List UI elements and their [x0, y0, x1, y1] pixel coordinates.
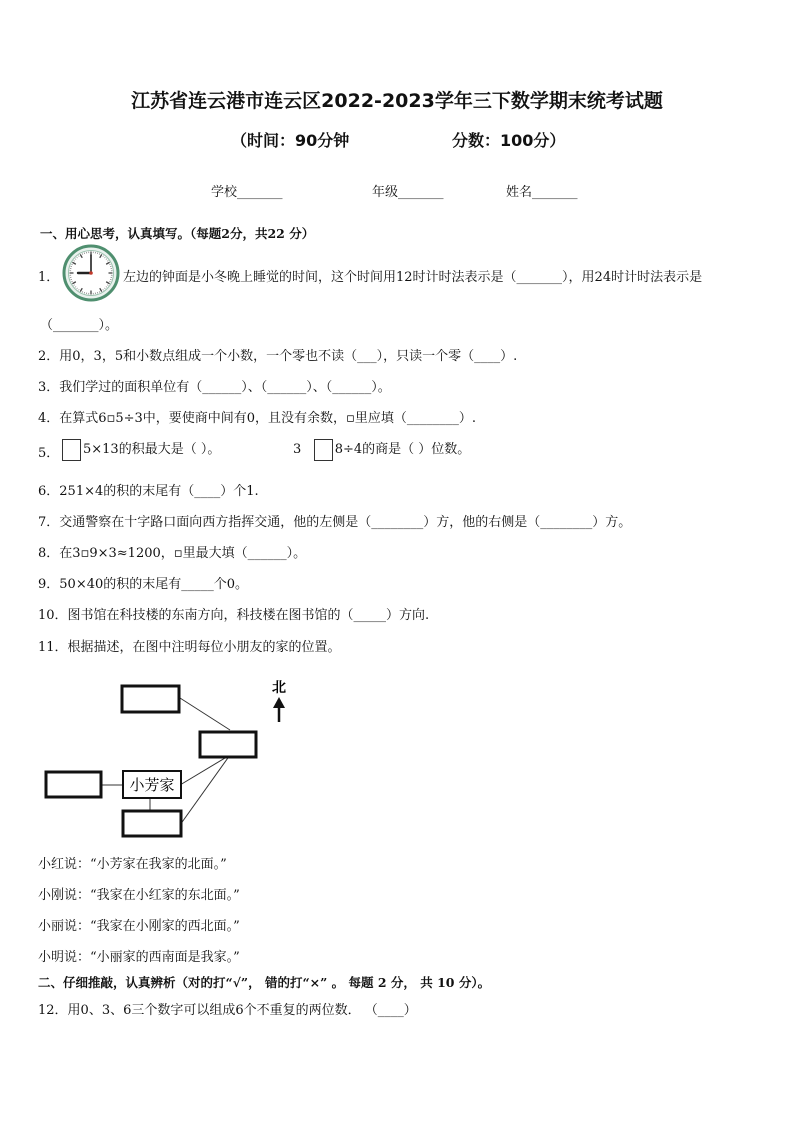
house-box-south[interactable]	[123, 811, 181, 836]
q5-part-b	[293, 438, 470, 461]
statement-xiaohong: 小红说：“小芳家在我家的北面。”	[38, 857, 227, 872]
statement-xiaoli: 小丽说：“我家在小刚家的西北面。”	[38, 919, 240, 934]
q1-text: 左边的钟面是小冬晚上睡觉的时间，这个时间用12时计时法表示是（_______），用24时计时法表示是	[123, 270, 703, 285]
question-4: 4．在算式6▫5÷3中，要使商中间有0，且没有余数，▫里应填（________）.	[38, 411, 477, 426]
blank-box	[314, 439, 333, 461]
name-field: 姓名_______	[506, 185, 578, 200]
question-2: 2．用0，3，5和小数点组成一个小数，一个零也不读（___），只读一个零（____）.	[38, 349, 518, 364]
section1-heading: 一、用心思考，认真填写。（每题2分，共22 分）	[40, 226, 315, 241]
q5-part-a-text: 5×13的积最大是（ ）。	[83, 442, 221, 457]
section2-heading: 二、仔细推敲，认真辨析（对的打“√”， 错的打“×” 。 每题 2 分， 共 10 分）。	[38, 975, 491, 990]
exam-title: 江苏省连云港市连云区2022-2023学年三下数学期末统考试题	[131, 90, 663, 112]
question-7: 7．交通警察在十字路口面向西方指挥交通，他的左侧是（________）方，他的右侧是（________）方。	[38, 515, 632, 530]
north-label: 北	[272, 680, 286, 696]
house-box-east[interactable]	[200, 732, 256, 757]
grade-field: 年级_______	[372, 185, 444, 200]
connector-line	[180, 698, 230, 730]
house-box-north[interactable]	[122, 686, 179, 712]
total-score: 分数：100分）	[452, 131, 566, 150]
question-10: 10．图书馆在科技楼的东南方向，科技楼在图书馆的（_____）方向.	[38, 608, 430, 623]
clock-icon	[62, 244, 120, 302]
blank-box	[62, 439, 81, 461]
question-6: 6．251×4的积的末尾有（____）个1.	[38, 484, 259, 499]
connector-line	[180, 755, 230, 825]
q5-part-b-prefix: 3	[293, 442, 302, 457]
question-3: 3．我们学过的面积单位有（______）、（______）、（______）。	[38, 380, 391, 395]
time-limit: （时间：90分钟	[231, 131, 350, 150]
question-8: 8．在3▫9×3≈1200，▫里最大填（______）。	[38, 546, 307, 561]
q1-continuation: （_______）。	[40, 318, 119, 333]
q5-part-b-text: 8÷4的商是（ ）位数。	[334, 442, 471, 457]
location-diagram	[0, 670, 320, 845]
question-11: 11．根据描述，在图中注明每位小朋友的家的位置。	[38, 640, 341, 655]
clock-center	[89, 271, 93, 275]
q1-number: 1．	[38, 270, 60, 285]
question-9: 9．50×40的积的末尾有_____个0。	[38, 577, 249, 592]
question-12: 12．用0、3、6三个数字可以组成6个不重复的两位数． （____）	[38, 1003, 417, 1018]
school-field: 学校_______	[211, 185, 283, 200]
q5-part-a	[62, 438, 220, 461]
north-arrow-head	[273, 697, 285, 708]
q5-number: 5．	[38, 446, 60, 461]
connector-line	[180, 755, 230, 785]
statement-xiaoming: 小明说：“小丽家的西南面是我家。”	[38, 950, 240, 965]
xiaofang-house-label: 小芳家	[129, 776, 175, 794]
statement-xiaogang: 小刚说：“我家在小红家的东北面。”	[38, 888, 240, 903]
house-box-west[interactable]	[46, 772, 101, 797]
